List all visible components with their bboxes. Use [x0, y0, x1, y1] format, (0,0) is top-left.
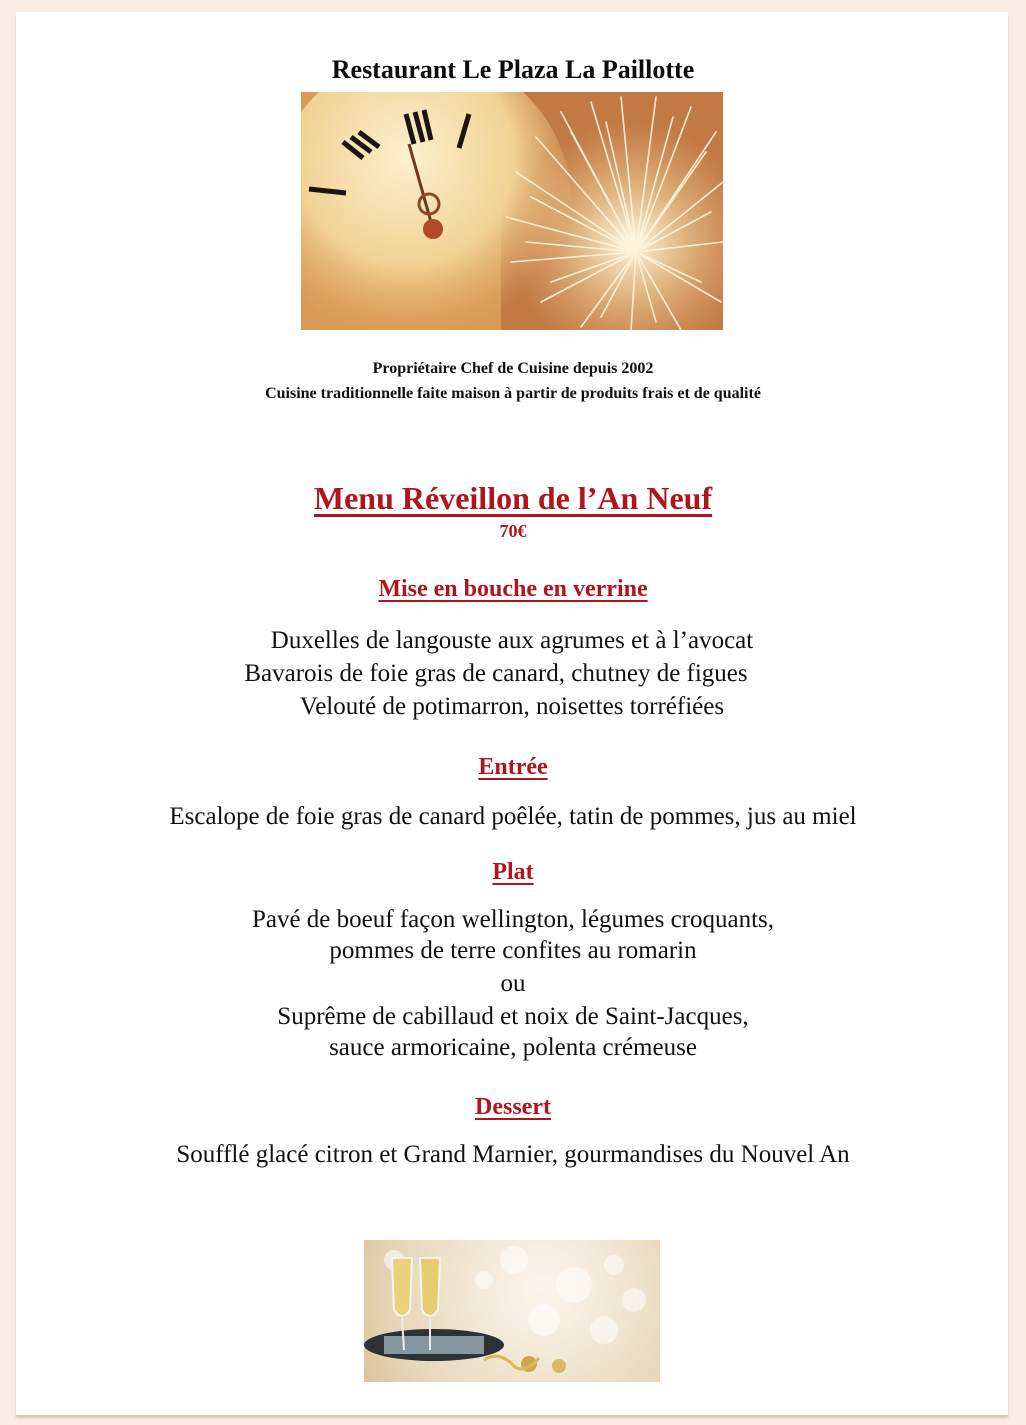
section-heading-plat: Plat: [492, 859, 534, 885]
menu-item: Soufflé glacé citron et Grand Marnier, gourmandises du Nouvel An: [176, 1141, 850, 1168]
menu-item-or: ou: [500, 970, 526, 997]
menu-item: sauce armoricaine, polenta crémeuse: [329, 1034, 697, 1061]
menu-item: Duxelles de langouste aux agrumes et à l’avocat: [270, 627, 754, 654]
menu-item: Velouté de potimarron, noisettes torréfiées: [299, 693, 725, 720]
menu-title: Menu Réveillon de l’An Neuf: [313, 480, 713, 516]
menu-item: Pavé de boeuf façon wellington, légumes croquants,: [251, 906, 775, 933]
restaurant-name: Restaurant Le Plaza La Paillotte: [331, 55, 695, 84]
chef-tagline: Propriétaire Chef de Cuisine depuis 2002: [372, 360, 654, 377]
clock-fireworks-image: [301, 92, 723, 330]
champagne-glasses-image: [364, 1240, 660, 1382]
section-heading-mise-en-bouche: Mise en bouche en verrine: [378, 576, 648, 602]
menu-item: Suprême de cabillaud et noix de Saint-Jacques,: [277, 1003, 749, 1030]
menu-item: Bavarois de foie gras de canard, chutney de figues: [244, 660, 748, 687]
clock-fireworks-illustration: [301, 92, 723, 330]
section-heading-entree: Entrée: [478, 754, 548, 780]
section-heading-dessert: Dessert: [475, 1094, 551, 1120]
champagne-illustration: [364, 1240, 660, 1382]
menu-item: Escalope de foie gras de canard poêlée, tatin de pommes, jus au miel: [169, 803, 857, 830]
menu-item: pommes de terre confites au romarin: [329, 937, 697, 964]
menu-price: 70€: [499, 521, 527, 541]
cuisine-tagline: Cuisine traditionnelle faite maison à partir de produits frais et de qualité: [265, 385, 761, 402]
